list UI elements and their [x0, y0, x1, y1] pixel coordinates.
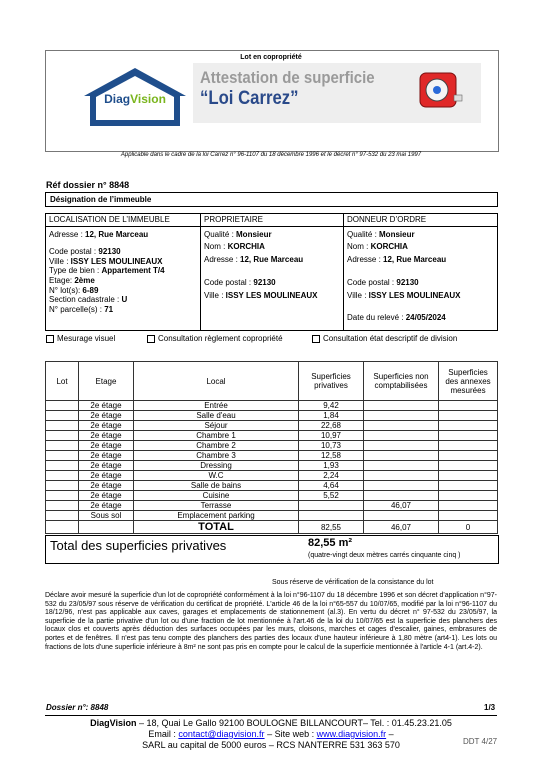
checkbox-box[interactable] — [147, 335, 155, 343]
cell-annexes — [439, 431, 498, 441]
footer-dossier: Dossier n°: 8848 — [46, 703, 109, 712]
cell-lot — [46, 471, 79, 481]
cell-non-comptabilisees: 46,07 — [364, 501, 439, 511]
don-date: 24/05/2024 — [405, 312, 446, 322]
cell-lot — [46, 421, 79, 431]
cell-privatives: 1,93 — [299, 461, 364, 471]
cell-privatives: 5,52 — [299, 491, 364, 501]
localisation-cell: Adresse : 12, Rue Marceau Code postal : 92130 Ville : ISSY LES MOULINEAUX Type de bien : Appartement T/4 Etage: 2ème N° lot(s): 6-89 Section cadastrale : U N° parcelle(s) : 71 — [46, 226, 201, 330]
footer-ddt: DDT 4/27 — [463, 737, 498, 746]
th-annexes: Superficies des annexes mesurées — [439, 362, 498, 401]
total-annexes: 0 — [439, 521, 498, 534]
cell-local: Séjour — [134, 421, 299, 431]
prop-nom: KORCHIA — [227, 242, 265, 252]
col-proprietaire: PROPRIETAIRE — [201, 214, 344, 227]
cell-annexes — [439, 401, 498, 411]
loc-ville: ISSY LES MOULINEAUX — [70, 256, 163, 266]
total-box-words: (quatre-vingt deux mètres carrés cinquante cinq ) — [308, 552, 461, 559]
table-row — [46, 481, 498, 491]
superficies-table — [45, 361, 498, 534]
footer-sarl: SARL au capital de 5000 euros – RCS NANTERRE 531 363 570 — [142, 740, 400, 750]
cell-non-comptabilisees — [364, 511, 439, 521]
prop-qualite: Monsieur — [236, 229, 272, 239]
table-row — [46, 441, 498, 451]
prop-adresse: 12, Rue Marceau — [240, 254, 304, 264]
loc-section: U — [121, 295, 128, 305]
footer-site-link[interactable]: www.diagvision.fr — [316, 729, 387, 739]
total-box-value: 82,55 m² — [308, 537, 353, 549]
th-privatives: Superficies privatives — [299, 362, 364, 401]
cell-etage: Sous sol — [79, 511, 134, 521]
brand-vision: Vision — [130, 92, 166, 106]
loc-cp: 92130 — [98, 247, 121, 257]
table-row — [46, 451, 498, 461]
don-cp: 92130 — [396, 278, 419, 288]
footer-page: 1/3 — [484, 703, 496, 712]
cell-privatives: 4,64 — [299, 481, 364, 491]
cell-non-comptabilisees — [364, 431, 439, 441]
cell-local: Dressing — [134, 461, 299, 471]
cell-privatives: 12,58 — [299, 451, 364, 461]
cell-lot — [46, 431, 79, 441]
cell-non-comptabilisees — [364, 421, 439, 431]
cell-annexes — [439, 441, 498, 451]
don-nom: KORCHIA — [370, 242, 408, 252]
checkbox-mesurage[interactable]: Mesurage visuel — [46, 334, 115, 344]
cell-lot — [46, 401, 79, 411]
lot-label: Lot en copropriété — [240, 54, 302, 61]
designation-label: Désignation de l’immeuble — [50, 195, 152, 204]
cell-annexes — [439, 501, 498, 511]
cell-etage: 2e étage — [79, 401, 134, 411]
table-row — [46, 511, 498, 521]
don-qualite: Monsieur — [379, 229, 415, 239]
checkbox-box[interactable] — [312, 335, 320, 343]
cell-lot — [46, 441, 79, 451]
cell-non-comptabilisees — [364, 471, 439, 481]
title-line2: “Loi Carrez” — [200, 88, 299, 109]
cell-annexes — [439, 461, 498, 471]
cell-non-comptabilisees — [364, 401, 439, 411]
cell-privatives: 10,73 — [299, 441, 364, 451]
proprietaire-cell: Qualité : Monsieur Nom : KORCHIA Adresse : 12, Rue Marceau Code postal : 92130 Ville : ISSY LES MOULINEAUX — [201, 226, 344, 330]
table-row — [46, 461, 498, 471]
cell-etage: 2e étage — [79, 491, 134, 501]
th-local: Local — [134, 362, 299, 401]
cell-local: Entrée — [134, 401, 299, 411]
cell-lot — [46, 411, 79, 421]
loc-parcelles: 71 — [104, 304, 114, 314]
cell-annexes — [439, 511, 498, 521]
donneur-cell: Qualité : Monsieur Nom : KORCHIA Adresse : 12, Rue Marceau Code postal : 92130 Ville : ISSY LES MOULINEAUX Date du relevé : 24/05/2024 — [344, 226, 498, 330]
loc-adresse: 12, Rue Marceau — [85, 229, 149, 239]
title-line1: Attestation de superficie — [200, 68, 375, 87]
cell-annexes — [439, 451, 498, 461]
cell-local: Emplacement parking — [134, 511, 299, 521]
table-row — [46, 491, 498, 501]
cell-non-comptabilisees — [364, 461, 439, 471]
localisation-table — [45, 213, 498, 331]
cell-etage: 2e étage — [79, 481, 134, 491]
cell-non-comptabilisees — [364, 491, 439, 501]
reserve-note: Sous réserve de vérification de la consistance du lot — [272, 579, 434, 586]
cell-lot — [46, 491, 79, 501]
table-row — [46, 431, 498, 441]
th-non-comptabilisees: Superficies non comptabilisées — [364, 362, 439, 401]
total-box-label: Total des superficies privatives — [50, 538, 227, 553]
cell-local: Cuisine — [134, 491, 299, 501]
cell-non-comptabilisees — [364, 481, 439, 491]
prop-ville: ISSY LES MOULINEAUX — [225, 290, 318, 300]
cell-annexes — [439, 471, 498, 481]
col-localisation: LOCALISATION DE L’IMMEUBLE — [46, 214, 201, 227]
th-etage: Etage — [79, 362, 134, 401]
th-lot: Lot — [46, 362, 79, 401]
cell-etage: 2e étage — [79, 461, 134, 471]
table-row — [46, 471, 498, 481]
measuring-tape-icon — [414, 65, 464, 115]
total-non-comptabilisees: 46,07 — [364, 521, 439, 534]
total-privatives: 82,55 — [299, 521, 364, 534]
designation-box — [45, 192, 498, 207]
cell-annexes — [439, 421, 498, 431]
cell-etage: 2e étage — [79, 421, 134, 431]
cell-local: W.C — [134, 471, 299, 481]
cell-lot — [46, 481, 79, 491]
loc-etage: 2ème — [74, 275, 95, 285]
loc-lots: 6-89 — [82, 285, 99, 295]
loc-type: Appartement T/4 — [101, 266, 165, 276]
applicable-note: Applicable dans le cadre de la loi Carrez n° 96-1107 du 18 décembre 1996 et le décret n° 97-532 du 23 mai 1997 — [120, 152, 422, 158]
table-row — [46, 401, 498, 411]
cell-annexes — [439, 491, 498, 501]
cell-local: Chambre 2 — [134, 441, 299, 451]
footer-email-link[interactable]: contact@diagvision.fr — [178, 729, 265, 739]
footer-contact: DiagVision – 18, Quai Le Gallo 92100 BOULOGNE BILLANCOURT– Tel. : 01.45.23.21.05 Email : contact@diagvision.fr – Site web : www.diagvision.fr – SARL au capital de 5000 euros – RCS NANTERRE 531 363 570 — [45, 718, 497, 751]
cell-non-comptabilisees — [364, 451, 439, 461]
cell-privatives: 9,42 — [299, 401, 364, 411]
cell-etage: 2e étage — [79, 451, 134, 461]
diagvision-logo — [80, 66, 190, 133]
total-box — [45, 535, 499, 564]
cell-non-comptabilisees — [364, 441, 439, 451]
cell-lot — [46, 451, 79, 461]
cell-etage: 2e étage — [79, 411, 134, 421]
cell-etage: 2e étage — [79, 501, 134, 511]
don-ville: ISSY LES MOULINEAUX — [368, 290, 461, 300]
table-row — [46, 411, 498, 421]
table-row — [46, 421, 498, 431]
cell-etage: 2e étage — [79, 441, 134, 451]
prop-cp: 92130 — [253, 278, 276, 288]
cell-local: Salle d'eau — [134, 411, 299, 421]
cell-local: Terrasse — [134, 501, 299, 511]
col-donneur: DONNEUR D’ORDRE — [344, 214, 498, 227]
cell-non-comptabilisees — [364, 411, 439, 421]
cell-local: Salle de bains — [134, 481, 299, 491]
cell-privatives: 10,97 — [299, 431, 364, 441]
cell-lot — [46, 511, 79, 521]
cell-local: Chambre 3 — [134, 451, 299, 461]
brand-diag: Diag — [104, 92, 131, 106]
cell-etage: 2e étage — [79, 471, 134, 481]
cell-privatives — [299, 511, 364, 521]
total-label: TOTAL — [134, 521, 299, 534]
cell-lot — [46, 501, 79, 511]
checkbox-reglement[interactable]: Consultation règlement copropriété — [147, 334, 283, 344]
cell-privatives: 1,84 — [299, 411, 364, 421]
cell-privatives: 2,24 — [299, 471, 364, 481]
cell-etage: 2e étage — [79, 431, 134, 441]
don-adresse: 12, Rue Marceau — [383, 254, 447, 264]
checkbox-box[interactable] — [46, 335, 54, 343]
cell-privatives: 22,68 — [299, 421, 364, 431]
cell-local: Chambre 1 — [134, 431, 299, 441]
cell-privatives — [299, 501, 364, 511]
dossier-ref: Réf dossier n° 8848 — [46, 180, 130, 190]
legal-paragraph: Déclare avoir mesuré la superficie d'un lot de copropriété conformément à la loi n°96-1107 du 18 décembre 1996 et son décret d'application n°97-532 du 23/05/97 sous réserve de vérification du certificat de propriété. L'article 46 de la loi n°65-557 du 10/07/65, modifié par la loi n°96-1107 du 18/12/96, n'est pas applicable aux caves, garages et emplacements de stationnement (al.3). En vertu du décret n° 97-532 du 23/05/97, la superficie de la partie privative d'un lot ou d'une fraction de lot mentionnée à l'art.46 de la loi du 10/07/65 est la superficie des planchers des locaux clos et couverts après déduction des surfaces occupées par les murs, cloisons, marches et cages d'escalier, gaines, embrasures de portes et de fenêtres. Il n'est pas tenu compte des planchers des parties des locaux d'une hauteur inférieure à 1,80 mètre (art4-1). Les lots ou fractions de lots d'une superficie inférieure à 8m² ne sont pas pris en compte pour le calcul de la superficie mentionnée à l'article 4-1 (art.4-2). — [45, 592, 497, 651]
table-row — [46, 501, 498, 511]
footer-rule — [45, 715, 497, 716]
footer-address: – 18, Quai Le Gallo 92100 BOULOGNE BILLANCOURT– Tel. : 01.45.23.21.05 — [136, 718, 452, 728]
cell-annexes — [439, 481, 498, 491]
checkbox-etat[interactable]: Consultation état descriptif de division — [312, 334, 457, 344]
cell-annexes — [439, 411, 498, 421]
footer-brand: DiagVision — [90, 718, 137, 728]
cell-lot — [46, 461, 79, 471]
